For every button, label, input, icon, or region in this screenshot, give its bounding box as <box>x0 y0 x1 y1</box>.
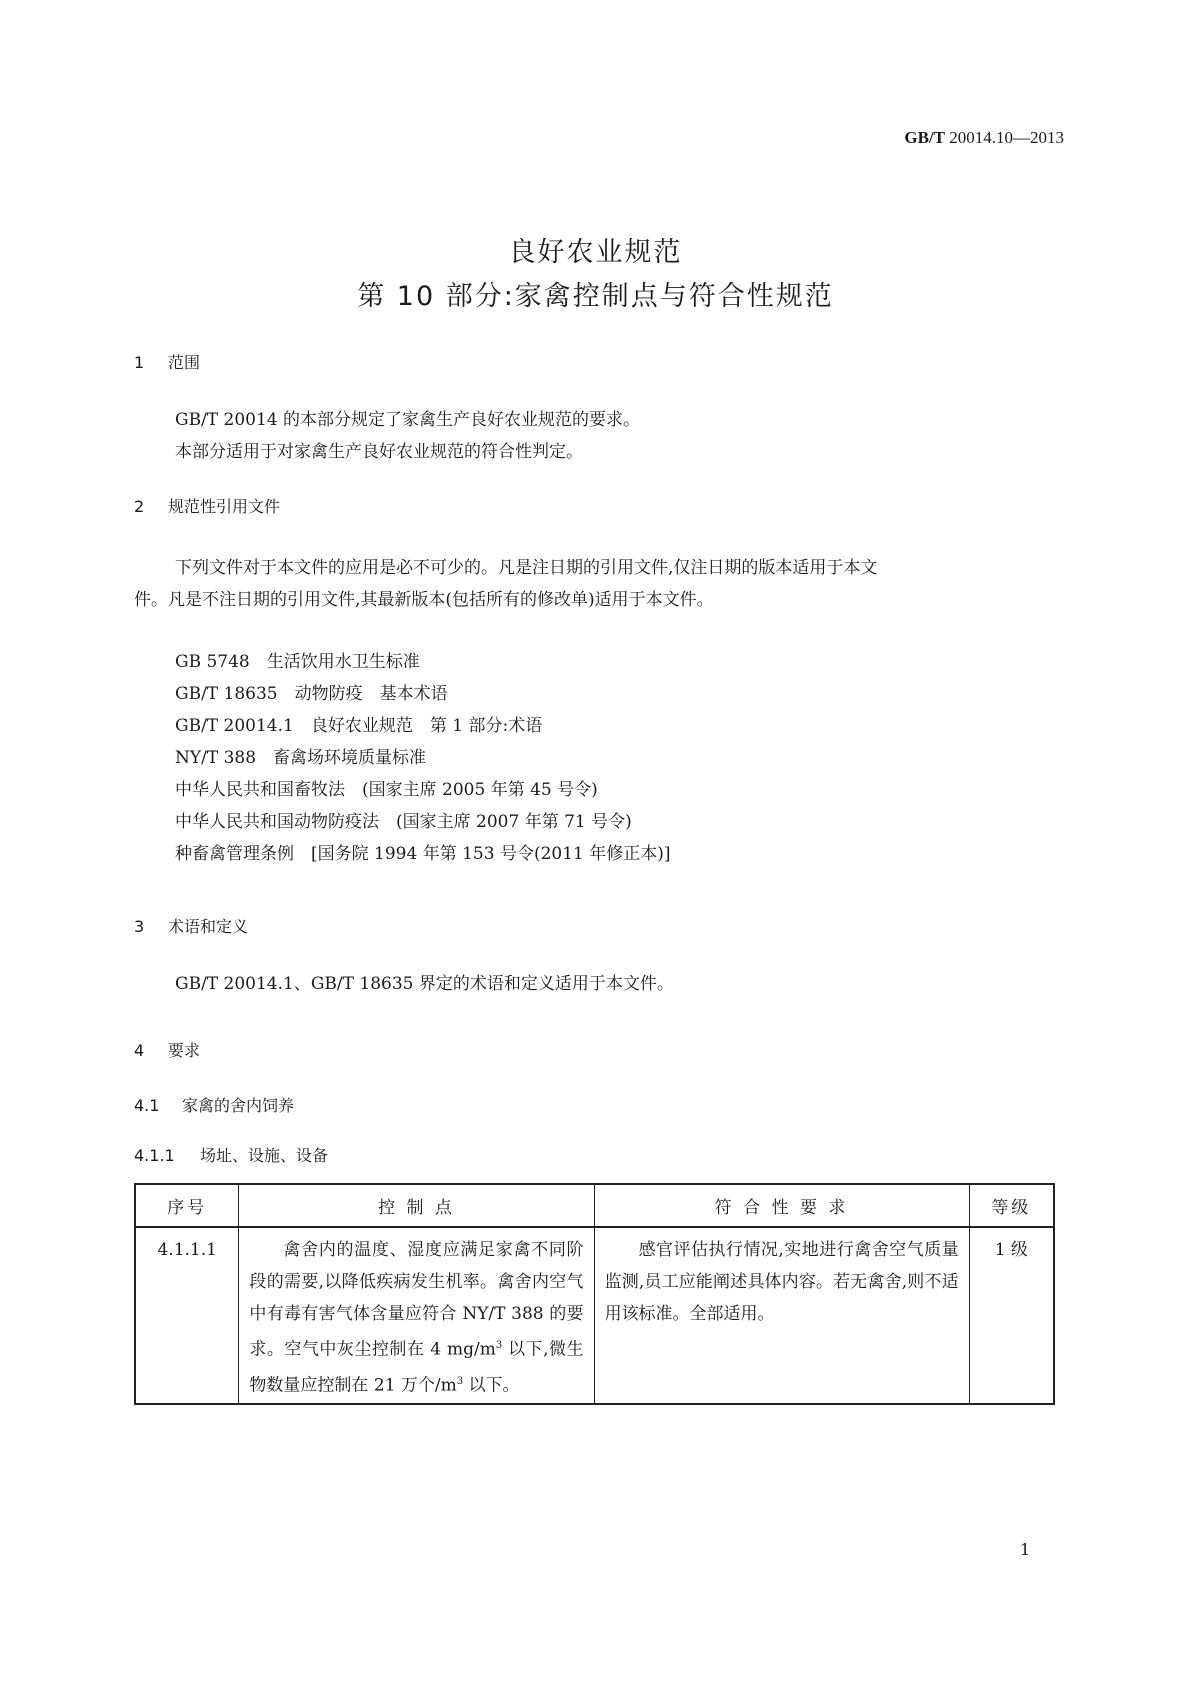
section-number: 4 <box>134 1041 145 1060</box>
column-header-seq: 序号 <box>135 1184 239 1227</box>
section-number: 2 <box>134 497 145 516</box>
reference-item: NY/T 388 畜禽场环境质量标准 <box>175 748 427 768</box>
section-3-heading <box>134 914 248 937</box>
reference-list <box>175 646 671 870</box>
section-2-intro-line-2: 件。凡是不注日期的引用文件,其最新版本(包括所有的修改单)适用于本文件。 <box>134 590 714 610</box>
control-point-text-c: 以下。 <box>463 1375 520 1396</box>
page-number: 1 <box>1020 1540 1031 1559</box>
section-title: 范围 <box>168 353 201 372</box>
section-3-paragraph: GB/T 20014.1、GB/T 18635 界定的术语和定义适用于本文件。 <box>175 974 674 994</box>
document-title: 良好农业规范 <box>508 237 683 268</box>
control-point-text-b: 以下,微生物数量应控制在 21 万个/m <box>249 1339 584 1396</box>
column-header-control-point: 控 制 点 <box>239 1184 594 1227</box>
section-title: 规范性引用文件 <box>168 497 281 516</box>
subsection-number: 4.1 <box>134 1096 160 1115</box>
cell-seq: 4.1.1.1 <box>135 1227 239 1404</box>
superscript-3: 3 <box>495 1340 503 1351</box>
document-subtitle: 第 10 部分:家禽控制点与符合性规范 <box>357 281 834 312</box>
subsection-4-1-heading <box>134 1093 294 1116</box>
requirements-table <box>134 1183 1055 1405</box>
section-1-paragraph-2: 本部分适用于对家禽生产良好农业规范的符合性判定。 <box>175 442 583 462</box>
column-header-requirement: 符 合 性 要 求 <box>594 1184 969 1227</box>
control-point-text-a: 禽舍内的温度、湿度应满足家禽不同阶段的需要,以降低疾病发生机率。禽舍内空气中有毒有害气体含量应符合 NY/T 388 的要求。空气中灰尘控制在 4 mg/m <box>249 1240 584 1360</box>
section-title: 要求 <box>168 1041 201 1060</box>
standard-number <box>904 128 1064 148</box>
section-number: 3 <box>134 917 145 936</box>
standard-code: GB/T <box>904 128 945 147</box>
cell-control-point <box>239 1227 594 1404</box>
section-2-intro-line-1: 下列文件对于本文件的应用是必不可少的。凡是注日期的引用文件,仅注日期的版本适用于本文 <box>175 558 878 578</box>
subsection-title: 场址、设施、设备 <box>200 1146 329 1165</box>
subsection-4-1-1-heading <box>134 1143 328 1166</box>
table-header-row <box>135 1184 1054 1227</box>
reference-item: GB/T 20014.1 良好农业规范 第 1 部分:术语 <box>175 716 543 736</box>
section-4-heading <box>134 1038 200 1061</box>
section-2-heading <box>134 494 280 517</box>
cell-requirement: 感官评估执行情况,实地进行禽舍空气质量监测,员工应能阐述具体内容。若无禽舍,则不适用该标准。全部适用。 <box>594 1227 969 1404</box>
superscript-3: 3 <box>456 1375 464 1387</box>
table-row <box>135 1227 1054 1404</box>
reference-item: 中华人民共和国畜牧法 (国家主席 2005 年第 45 号令) <box>175 780 598 800</box>
reference-item: 中华人民共和国动物防疫法 (国家主席 2007 年第 71 号令) <box>175 812 632 832</box>
reference-item: GB 5748 生活饮用水卫生标准 <box>175 652 420 672</box>
subsection-number: 4.1.1 <box>134 1146 175 1165</box>
section-number: 1 <box>134 353 145 372</box>
reference-item: GB/T 18635 动物防疫 基本术语 <box>175 684 448 704</box>
cell-grade: 1 级 <box>969 1227 1054 1404</box>
section-1-heading <box>134 350 200 373</box>
standard-id: 20014.10—2013 <box>949 128 1064 147</box>
section-title: 术语和定义 <box>168 917 249 936</box>
subsection-title: 家禽的舍内饲养 <box>182 1096 295 1115</box>
section-1-paragraph-1: GB/T 20014 的本部分规定了家禽生产良好农业规范的要求。 <box>175 410 641 430</box>
reference-item: 种畜禽管理条例 [国务院 1994 年第 153 号令(2011 年修正本)] <box>175 844 671 864</box>
column-header-grade: 等级 <box>969 1184 1054 1227</box>
